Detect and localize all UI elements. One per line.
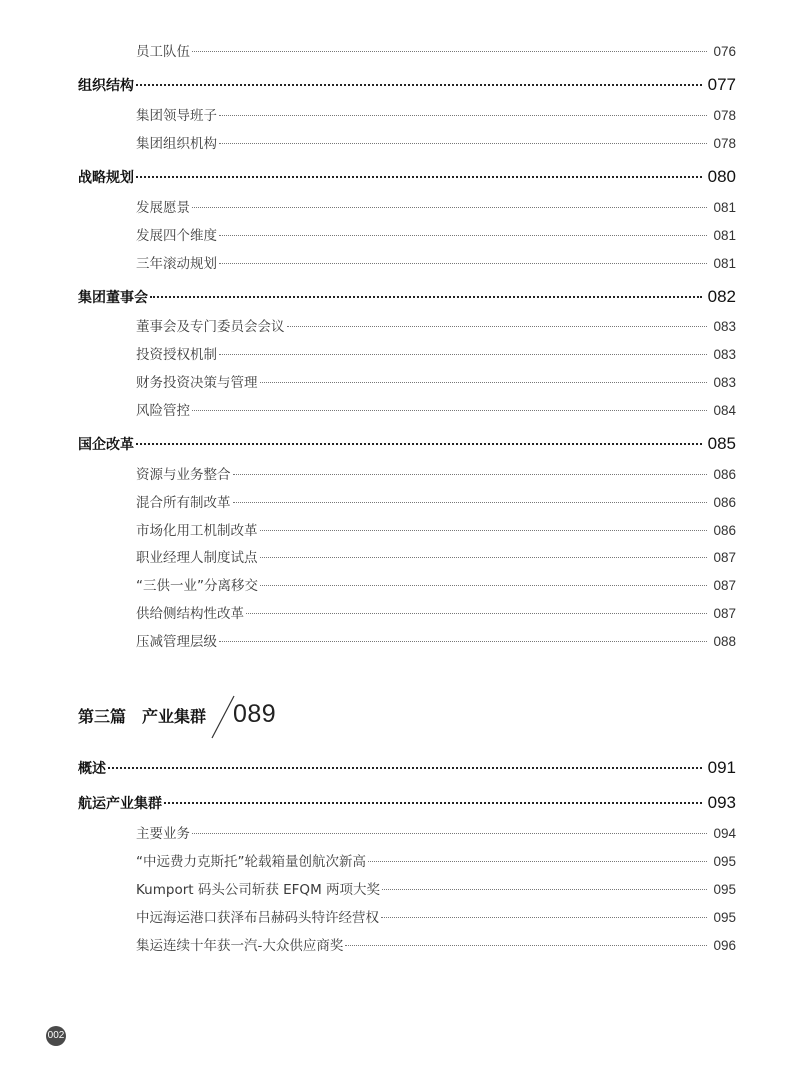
toc-entry-page: 088	[713, 634, 736, 649]
toc-entry[interactable]	[136, 343, 736, 363]
toc-entry[interactable]	[136, 822, 736, 842]
toc-entry-title: 财务投资决策与管理	[136, 375, 258, 391]
toc-entry[interactable]	[136, 878, 736, 898]
toc-entry-page: 086	[713, 495, 736, 510]
dot-leader	[219, 263, 707, 264]
toc-entry-title: 压减管理层级	[136, 634, 217, 650]
toc-entry-page: 083	[713, 347, 736, 362]
dot-leader	[136, 443, 702, 445]
toc-section-title: 组织结构	[78, 78, 134, 94]
toc-entry-title: Kumport 码头公司斩获 EFQM 两项大奖	[136, 882, 381, 898]
toc-section[interactable]	[78, 793, 736, 813]
toc-entry[interactable]	[136, 934, 736, 954]
toc-entry-title: 发展愿景	[136, 200, 190, 216]
toc-entry-title: 供给侧结构性改革	[136, 606, 244, 622]
toc-section-page: 080	[707, 167, 736, 186]
toc-entry-page: 096	[713, 938, 736, 953]
toc-section-title: 概述	[78, 761, 106, 777]
toc-entry-title: “中远费力克斯托”轮载箱量创航次新高	[136, 854, 366, 870]
dot-leader	[219, 641, 707, 642]
part-page-number: 089	[233, 700, 277, 728]
toc-section-page: 091	[707, 758, 736, 777]
toc-entry-title: 风险管控	[136, 403, 190, 419]
toc-entry-page: 095	[713, 910, 736, 925]
dot-leader	[219, 354, 707, 355]
dot-leader	[219, 235, 707, 236]
dot-leader	[192, 833, 707, 834]
toc-entry-page: 086	[713, 523, 736, 538]
toc-entry[interactable]	[136, 630, 736, 650]
toc-entry[interactable]	[136, 315, 736, 335]
toc-entry[interactable]	[136, 371, 736, 391]
toc-entry[interactable]	[136, 602, 736, 622]
toc-entry-page: 081	[713, 228, 736, 243]
toc-section-title: 国企改革	[78, 437, 134, 453]
dot-leader	[233, 502, 708, 503]
toc-section[interactable]	[78, 287, 736, 307]
toc-section[interactable]	[78, 758, 736, 778]
toc-entry[interactable]	[136, 252, 736, 272]
toc-entry-title: 集运连续十年获一汽-大众供应商奖	[136, 938, 344, 954]
dot-leader	[260, 585, 707, 586]
toc-entry-title: 混合所有制改革	[136, 495, 231, 511]
dot-leader	[345, 945, 707, 946]
dot-leader	[260, 382, 708, 383]
dot-leader	[219, 115, 707, 116]
toc-entry-title: 职业经理人制度试点	[136, 550, 258, 566]
toc-entry[interactable]	[136, 104, 736, 124]
dot-leader	[136, 84, 702, 86]
toc-section-title: 集团董事会	[78, 290, 148, 306]
toc-entry[interactable]	[136, 519, 736, 539]
toc-entry-page: 087	[713, 550, 736, 565]
dot-leader	[260, 557, 708, 558]
toc-entry[interactable]	[136, 40, 736, 60]
toc-entry-page: 076	[713, 44, 736, 59]
toc-entry-page: 094	[713, 826, 736, 841]
dot-leader	[368, 861, 707, 862]
toc-entry-page: 083	[713, 319, 736, 334]
dot-leader	[136, 176, 702, 178]
toc-entry-page: 095	[713, 882, 736, 897]
toc-entry-page: 095	[713, 854, 736, 869]
toc-entry-title: 市场化用工机制改革	[136, 523, 258, 539]
part-title: 第三篇 产业集群	[78, 707, 207, 726]
toc-entry-title: 集团领导班子	[136, 108, 217, 124]
toc-entry[interactable]	[136, 399, 736, 419]
dot-leader	[192, 410, 707, 411]
toc-entry-title: “三供一业”分离移交	[136, 578, 258, 594]
toc-section-page: 082	[707, 287, 736, 306]
toc-entry-title: 资源与业务整合	[136, 467, 231, 483]
toc-entry-page: 078	[713, 108, 736, 123]
toc-section-page: 085	[707, 434, 736, 453]
toc-section-page: 093	[707, 793, 736, 812]
toc-section-page: 077	[707, 75, 736, 94]
toc-entry-title: 投资授权机制	[136, 347, 217, 363]
part-heading	[78, 694, 378, 744]
toc-section-title: 航运产业集群	[78, 796, 162, 812]
toc-entry[interactable]	[136, 463, 736, 483]
toc-entry-page: 086	[713, 467, 736, 482]
toc-entry[interactable]	[136, 574, 736, 594]
toc-entry-title: 集团组织机构	[136, 136, 217, 152]
toc-entry-title: 主要业务	[136, 826, 190, 842]
toc-entry-page: 078	[713, 136, 736, 151]
toc-entry-title: 中远海运港口获泽布吕赫码头特许经营权	[136, 910, 379, 926]
toc-entry[interactable]	[136, 850, 736, 870]
dot-leader	[381, 917, 707, 918]
toc-entry-page: 087	[713, 606, 736, 621]
dot-leader	[192, 207, 707, 208]
toc-entry-title: 发展四个维度	[136, 228, 217, 244]
toc-section[interactable]	[78, 434, 736, 454]
toc-entry-title: 董事会及专门委员会会议	[136, 319, 285, 335]
toc-entry[interactable]	[136, 224, 736, 244]
toc-entry-title: 员工队伍	[136, 44, 190, 60]
dot-leader	[219, 143, 707, 144]
dot-leader	[150, 296, 702, 298]
toc-section[interactable]	[78, 75, 736, 95]
toc-section[interactable]	[78, 167, 736, 187]
dot-leader	[246, 613, 707, 614]
toc-entry[interactable]	[136, 546, 736, 566]
toc-entry[interactable]	[136, 906, 736, 926]
dot-leader	[287, 326, 708, 327]
toc-entry-page: 081	[713, 256, 736, 271]
toc-entry-page: 084	[713, 403, 736, 418]
toc-entry-page: 083	[713, 375, 736, 390]
dot-leader	[233, 474, 708, 475]
toc-entry-page: 081	[713, 200, 736, 215]
dot-leader	[260, 530, 708, 531]
toc-entry-page: 087	[713, 578, 736, 593]
dot-leader	[192, 51, 707, 52]
toc-entry[interactable]	[136, 132, 736, 152]
page-number-badge: 002	[46, 1026, 66, 1046]
dot-leader	[108, 767, 702, 769]
dot-leader	[382, 889, 707, 890]
toc-entry-title: 三年滚动规划	[136, 256, 217, 272]
toc-entry[interactable]	[136, 491, 736, 511]
toc-section-title: 战略规划	[78, 170, 134, 186]
dot-leader	[164, 802, 702, 804]
toc-entry[interactable]	[136, 196, 736, 216]
